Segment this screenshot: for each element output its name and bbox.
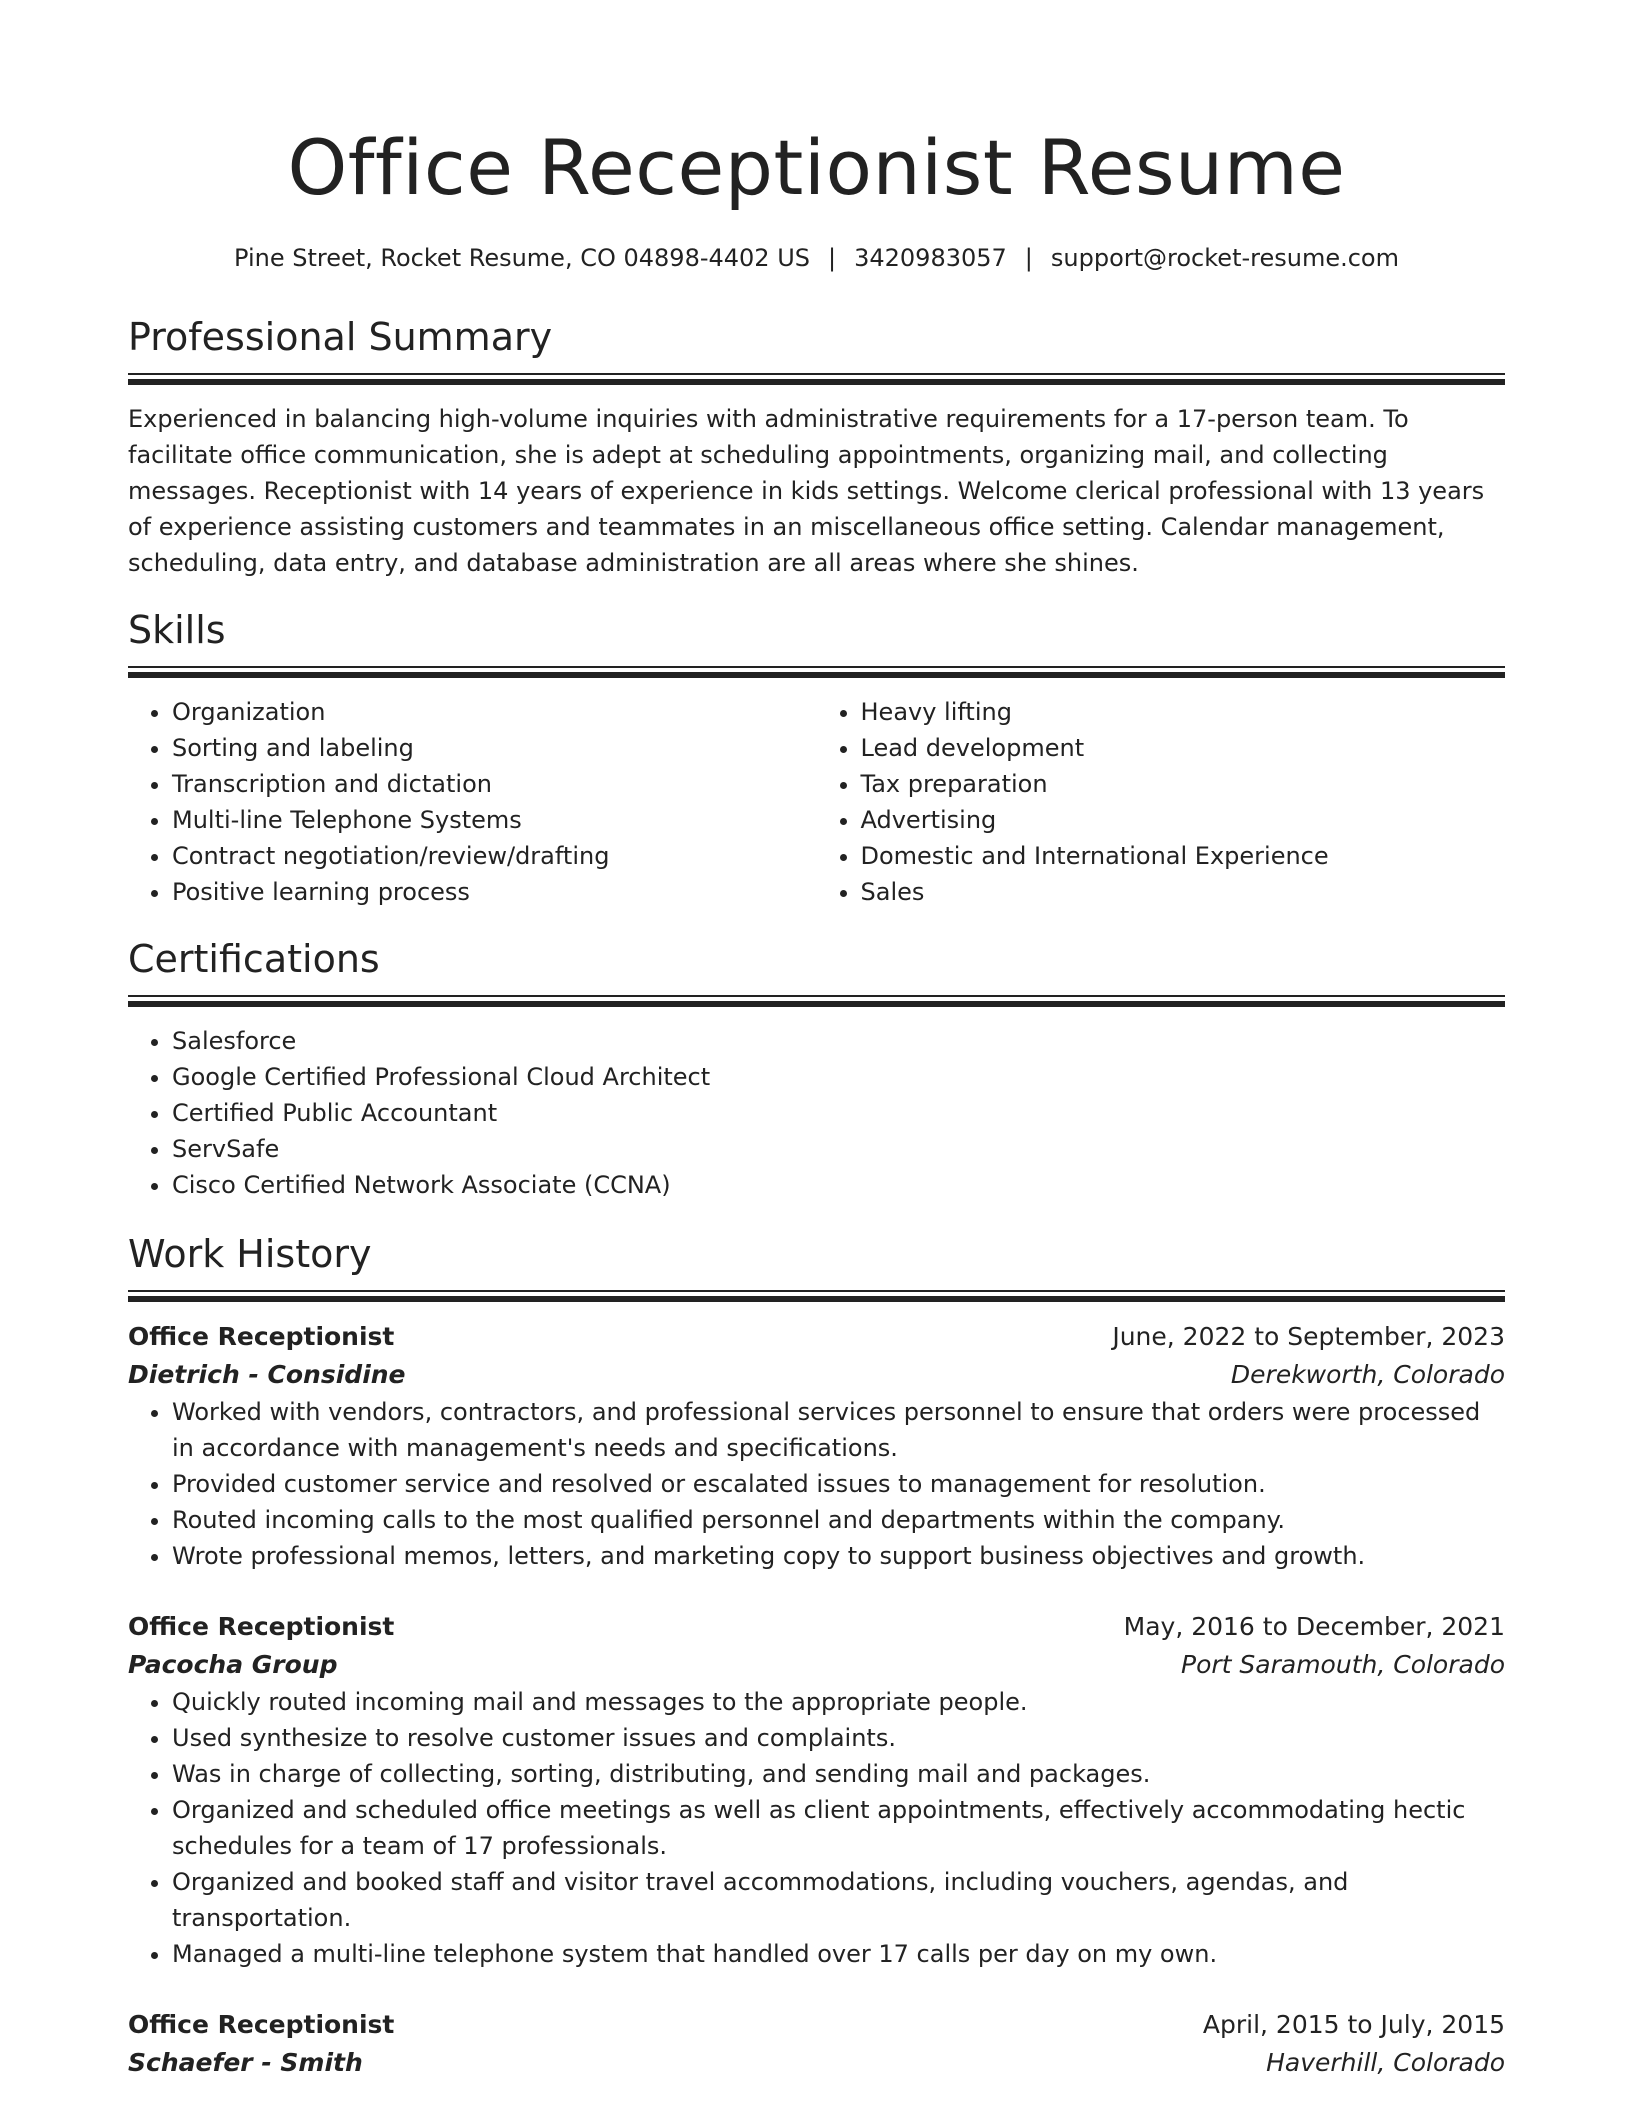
job-duty: • Routed incoming calls to the most qualified personnel and departments within the company.	[172, 1502, 1505, 1538]
job-company: Pacocha Group	[128, 1650, 338, 1679]
skill-item: • Contract negotiation/review/drafting	[172, 838, 817, 874]
job-duty: • Quickly routed incoming mail and messages to the appropriate people.	[172, 1684, 1505, 1720]
job-duties-list	[128, 1684, 1505, 1972]
contact-address: Pine Street, Rocket Resume, CO 04898-4402 US	[234, 244, 810, 272]
skills-columns	[128, 694, 1505, 910]
contact-separator: |	[1024, 244, 1033, 272]
job-entry	[128, 2006, 1505, 2082]
job-dates: June, 2022 to September, 2023	[1112, 1322, 1505, 1351]
job-location: Port Saramouth, Colorado	[1181, 1650, 1505, 1679]
section-divider	[128, 995, 1505, 1007]
job-location: Derekworth, Colorado	[1230, 1360, 1505, 1389]
job-duty: • Managed a multi-line telephone system that handled over 17 calls per day on my own.	[172, 1936, 1505, 1972]
contact-phone: 3420983057	[854, 244, 1007, 272]
section-divider	[128, 373, 1505, 385]
job-duty: • Worked with vendors, contractors, and professional services personnel to ensure that orders were processed in accordance with management's needs and specifications.	[172, 1394, 1505, 1466]
skill-item: • Heavy lifting	[861, 694, 1506, 730]
section-heading: Work History	[128, 1232, 372, 1276]
resume-title: Office Receptionist Resume	[287, 123, 1346, 212]
job-duty: • Used synthesize to resolve customer issues and complaints.	[172, 1720, 1505, 1756]
section-divider	[128, 1290, 1505, 1302]
contact-separator: |	[828, 244, 837, 272]
certification-item: • Cisco Certified Network Associate (CCNA)	[172, 1167, 1505, 1203]
contact-email: support@rocket-resume.com	[1050, 244, 1399, 272]
job-duty: • Organized and booked staff and visitor travel accommodations, including vouchers, agendas, and transportation.	[172, 1864, 1505, 1936]
certification-item: • Salesforce	[172, 1023, 1505, 1059]
certifications-section	[128, 934, 1505, 1203]
skill-item: • Transcription and dictation	[172, 766, 817, 802]
job-company: Dietrich - Considine	[128, 1360, 406, 1389]
skill-item: • Advertising	[861, 802, 1506, 838]
skills-right-list	[817, 694, 1506, 910]
certification-item: • Certified Public Accountant	[172, 1095, 1505, 1131]
job-duty: • Wrote professional memos, letters, and marketing copy to support business objectives and growth.	[172, 1538, 1505, 1574]
job-entry	[128, 1608, 1505, 1972]
skill-item: • Tax preparation	[861, 766, 1506, 802]
certifications-list	[128, 1023, 1505, 1203]
contact-line	[128, 240, 1505, 276]
skill-item: • Organization	[172, 694, 817, 730]
section-heading: Certifications	[128, 937, 380, 981]
job-duties-list	[128, 1394, 1505, 1574]
section-heading: Skills	[128, 608, 226, 652]
summary-text: Experienced in balancing high-volume inquiries with administrative requirements for a 17-person team. To facilitate office communication, she is adept at scheduling appointments, organizing mail, and collecting messages. Receptionist with 14 years of experience in kids settings. Welcome clerical professional with 13 years of experience assisting customers and teammates in an miscellaneous office setting. Calendar management, scheduling, data entry, and database administration are all areas where she shines.	[128, 405, 1485, 577]
job-dates: May, 2016 to December, 2021	[1123, 1612, 1505, 1641]
job-title: Office Receptionist	[128, 1322, 395, 1351]
skill-item: • Sorting and labeling	[172, 730, 817, 766]
section-divider	[128, 666, 1505, 678]
section-heading: Professional Summary	[128, 315, 553, 359]
job-duty: • Provided customer service and resolved or escalated issues to management for resolution.	[172, 1466, 1505, 1502]
job-duty: • Was in charge of collecting, sorting, distributing, and sending mail and packages.	[172, 1756, 1505, 1792]
skill-item: • Multi-line Telephone Systems	[172, 802, 817, 838]
skill-item: • Lead development	[861, 730, 1506, 766]
job-location: Haverhill, Colorado	[1266, 2048, 1505, 2077]
skill-item: • Positive learning process	[172, 874, 817, 910]
summary-section	[128, 312, 1505, 581]
job-entry	[128, 1318, 1505, 1574]
job-duty: • Organized and scheduled office meetings as well as client appointments, effectively accommodating hectic schedules for a team of 17 professionals.	[172, 1792, 1505, 1864]
skills-left-list	[128, 694, 817, 910]
certification-item: • Google Certified Professional Cloud Architect	[172, 1059, 1505, 1095]
job-title: Office Receptionist	[128, 2010, 395, 2039]
skills-section	[128, 605, 1505, 910]
work-history-section	[128, 1229, 1505, 2082]
job-dates: April, 2015 to July, 2015	[1202, 2010, 1505, 2039]
job-company: Schaefer - Smith	[128, 2048, 363, 2077]
certification-item: • ServSafe	[172, 1131, 1505, 1167]
job-title: Office Receptionist	[128, 1612, 395, 1641]
skill-item: • Sales	[861, 874, 1506, 910]
skill-item: • Domestic and International Experience	[861, 838, 1506, 874]
